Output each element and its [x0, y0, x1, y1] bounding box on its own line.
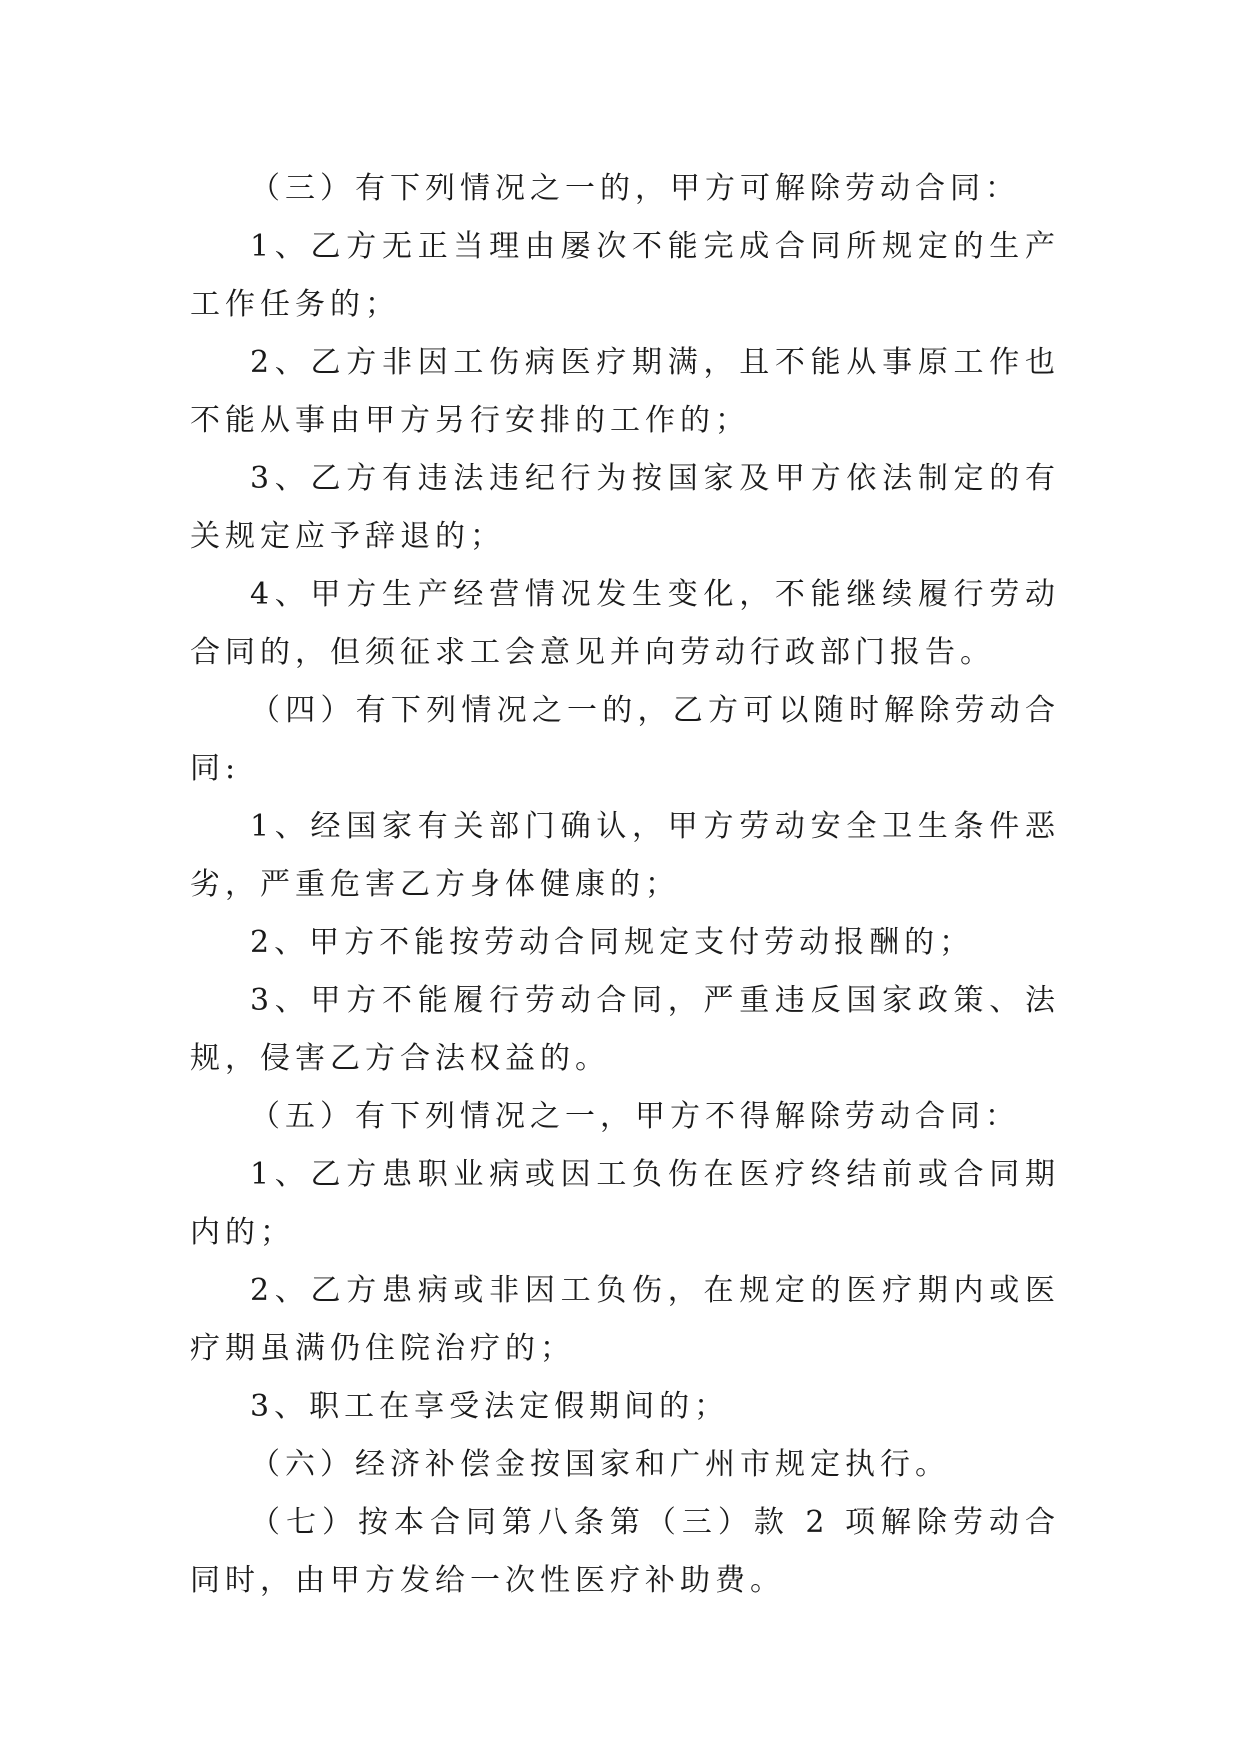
section-heading-7: （七）按本合同第八条第（三）款 2 项解除劳动合同时，由甲方发给一次性医疗补助费。 — [190, 1505, 1060, 1598]
clause-item: 3、乙方有违法违纪行为按国家及甲方依法制定的有关规定应予辞退的； — [190, 461, 1060, 554]
clause-item: 2、乙方非因工伤病医疗期满，且不能从事原工作也不能从事由甲方另行安排的工作的； — [190, 345, 1060, 438]
clause-item: 1、乙方无正当理由屡次不能完成合同所规定的生产工作任务的； — [190, 229, 1060, 322]
section-heading-4: （四）有下列情况之一的，乙方可以随时解除劳动合同: — [190, 693, 1060, 786]
document-body — [190, 160, 1060, 1610]
clause-item: 3、职工在享受法定假期间的； — [250, 1389, 730, 1424]
section-heading-3: （三）有下列情况之一的，甲方可解除劳动合同： — [250, 171, 1020, 206]
clause-item: 3、甲方不能履行劳动合同，严重违反国家政策、法规，侵害乙方合法权益的。 — [190, 983, 1060, 1076]
clause-item: 1、经国家有关部门确认，甲方劳动安全卫生条件恶劣，严重危害乙方身体健康的； — [190, 809, 1060, 902]
clause-item: 2、甲方不能按劳动合同规定支付劳动报酬的； — [250, 925, 975, 960]
section-heading-5: （五）有下列情况之一，甲方不得解除劳动合同： — [250, 1099, 1020, 1134]
clause-item: 4、甲方生产经营情况发生变化，不能继续履行劳动合同的，但须征求工会意见并向劳动行政部门报告。 — [190, 577, 1060, 670]
clause-item: 1、乙方患职业病或因工负伤在医疗终结前或合同期内的； — [190, 1157, 1060, 1250]
clause-item: 2、乙方患病或非因工负伤，在规定的医疗期内或医疗期虽满仍住院治疗的； — [190, 1273, 1060, 1366]
section-heading-6: （六）经济补偿金按国家和广州市规定执行。 — [250, 1447, 950, 1482]
